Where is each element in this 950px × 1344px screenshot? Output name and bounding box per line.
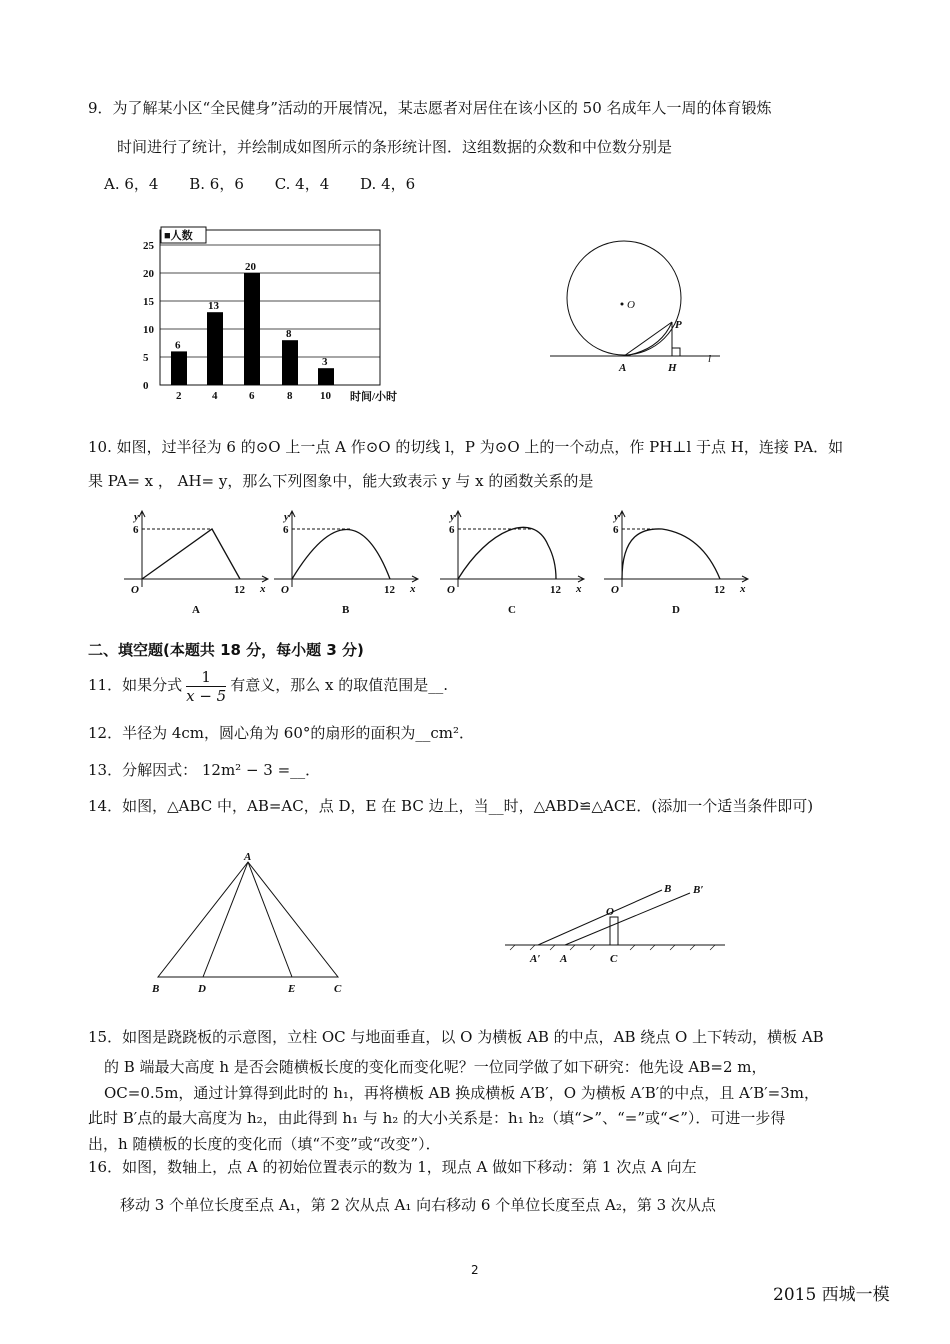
q15-line4: 此时 B′点的最大高度为 h₂，由此得到 h₁ 与 h₂ 的大小关系是：h₁ h₂（填“>”、“=”或“<”）．可进一步得 <box>88 1109 786 1127</box>
q10-line2: 果 PA= x ， AH= y，那么下列图象中，能大致表示 y 与 x 的函数关系的是 <box>88 472 594 490</box>
option-c: C. 4，4 <box>274 175 330 193</box>
y-axis-label: y <box>134 511 139 523</box>
figure-stroke <box>565 893 690 945</box>
bar-value-label: 13 <box>208 300 219 313</box>
label-l: l <box>708 353 712 365</box>
y-axis-label: y <box>284 511 289 523</box>
q13: 13．分解因式： 12m² − 3 =__． <box>88 761 321 779</box>
y-tick-label: 25 <box>143 240 154 252</box>
figure-stroke <box>550 945 555 950</box>
origin-label: O <box>447 584 455 596</box>
denominator: x − 5 <box>186 686 227 705</box>
bar-value-label: 6 <box>175 339 181 352</box>
label-b-prime: B′ <box>693 884 704 896</box>
x-axis-label: x <box>260 583 266 595</box>
x-tick-label: 2 <box>176 390 182 402</box>
origin-label: O <box>611 584 619 596</box>
label-b: B <box>664 883 672 895</box>
figure-stroke <box>690 945 695 950</box>
source-label: 2015 西城一模 <box>773 1285 890 1305</box>
y-tick-label: 0 <box>143 380 149 392</box>
q12: 12．半径为 4cm，圆心角为 60°的扇形的面积为__cm²． <box>88 724 475 742</box>
tick-6: 6 <box>449 524 455 536</box>
label-b: B <box>152 983 160 995</box>
figure-stroke <box>530 945 535 950</box>
option-a: A. 6，4 <box>104 175 159 193</box>
label-a: A <box>619 362 627 374</box>
y-axis-label: y <box>450 511 455 523</box>
label-a: A <box>244 851 252 863</box>
figure-stroke <box>510 945 515 950</box>
x-tick-label: 10 <box>320 390 331 402</box>
q15-line1: 15．如图是跷跷板的示意图，立柱 OC 与地面垂直，以 O 为横板 AB 的中点，AB 绕点 O 上下转动，横板 AB <box>88 1028 824 1046</box>
origin-label: O <box>131 584 139 596</box>
figure-stroke <box>670 945 675 950</box>
graph-label: D <box>672 604 680 616</box>
q15-line3: OC=0.5m，通过计算得到此时的 h₁，再将横板 AB 换成横板 A′B′，O 为横板 A′B′的中点，且 A′B′=3m， <box>104 1084 819 1102</box>
x-tick-label: 4 <box>212 390 218 402</box>
tick-12: 12 <box>384 584 395 596</box>
y-axis-label: y <box>614 511 619 523</box>
label-d: D <box>198 983 206 995</box>
tick-6: 6 <box>283 524 289 536</box>
figure-stroke <box>590 945 595 950</box>
label-o: O <box>627 299 635 311</box>
label-h: H <box>668 362 677 374</box>
legend-label: ■人数 <box>164 230 193 242</box>
q9-line1: 9．为了解某小区“全民健身”活动的开展情况，某志愿者对居住在该小区的 50 名成年人一周的体育锻炼 <box>88 99 772 117</box>
q10-line1: 10. 如图，过半径为 6 的⊙O 上一点 A 作⊙O 的切线 l，P 为⊙O 上的一个动点，作 PH⊥l 于点 H，连接 PA．如 <box>88 438 844 456</box>
x-axis-label: x <box>410 583 416 595</box>
q11-pre: 11．如果分式 <box>88 676 183 694</box>
label-a: A <box>560 953 568 965</box>
q16-line2: 移动 3 个单位长度至点 A₁，第 2 次从点 A₁ 向右移动 6 个单位长度至点 A₂，第 3 次从点 <box>120 1196 716 1214</box>
figure-stroke <box>630 945 635 950</box>
page-number: 2 <box>471 1263 479 1277</box>
y-tick-label: 5 <box>143 352 149 364</box>
label-o: O <box>606 906 614 918</box>
y-tick-label: 20 <box>143 268 154 280</box>
x-tick-label: 8 <box>287 390 293 402</box>
graph-label: C <box>508 604 516 616</box>
label-e: E <box>288 983 296 995</box>
option-d: D. 4，6 <box>360 175 416 193</box>
origin-label: O <box>281 584 289 596</box>
q15-line5: 出，h 随横板的长度的变化而（填“不变”或“改变”）． <box>88 1135 441 1153</box>
figure-stroke <box>570 945 575 950</box>
x-axis-label: x <box>576 583 582 595</box>
q15-line2: 的 B 端最大高度 h 是否会随横板长度的变化而变化呢？一位同学做了如下研究：他先设 AB=2 m， <box>104 1058 767 1076</box>
figure-stroke <box>538 890 662 945</box>
label-c: C <box>610 953 618 965</box>
figure-stroke <box>510 945 715 950</box>
option-b: B. 6，6 <box>189 175 244 193</box>
bar-value-label: 8 <box>286 328 292 341</box>
tick-12: 12 <box>234 584 245 596</box>
bar-value-label: 3 <box>322 356 328 369</box>
q14: 14．如图，△ABC 中，AB=AC，点 D，E 在 BC 边上，当__时，△ABD≌△ACE．(添加一个适当条件即可) <box>88 797 814 815</box>
x-tick-label: 6 <box>249 390 255 402</box>
figure-stroke <box>650 945 655 950</box>
section-2-heading: 二、填空题(本题共 18 分，每小题 3 分) <box>88 641 364 659</box>
label-c: C <box>334 983 342 995</box>
y-tick-label: 10 <box>143 324 154 336</box>
tick-12: 12 <box>714 584 725 596</box>
tick-6: 6 <box>133 524 139 536</box>
label-p: P <box>675 319 682 331</box>
graph-label: A <box>192 604 200 616</box>
y-tick-label: 15 <box>143 296 154 308</box>
q16-line1: 16．如图，数轴上，点 A 的初始位置表示的数为 1，现点 A 做如下移动：第 1 次点 A 向左 <box>88 1158 697 1176</box>
x-axis-label: 时间/小时 <box>350 391 398 403</box>
numerator: 1 <box>186 668 226 687</box>
q11-post: 有意义，那么 x 的取值范围是__. <box>230 676 448 694</box>
x-axis-label: x <box>740 583 746 595</box>
bar-value-label: 20 <box>245 261 256 273</box>
tick-12: 12 <box>550 584 561 596</box>
tick-6: 6 <box>613 524 619 536</box>
label-a-prime: A′ <box>530 953 541 965</box>
figure-stroke <box>710 945 715 950</box>
figure-stroke <box>610 917 618 945</box>
q9-line2: 时间进行了统计，并绘制成如图所示的条形统计图．这组数据的众数和中位数分别是 <box>117 138 673 156</box>
graph-label: B <box>342 604 350 616</box>
